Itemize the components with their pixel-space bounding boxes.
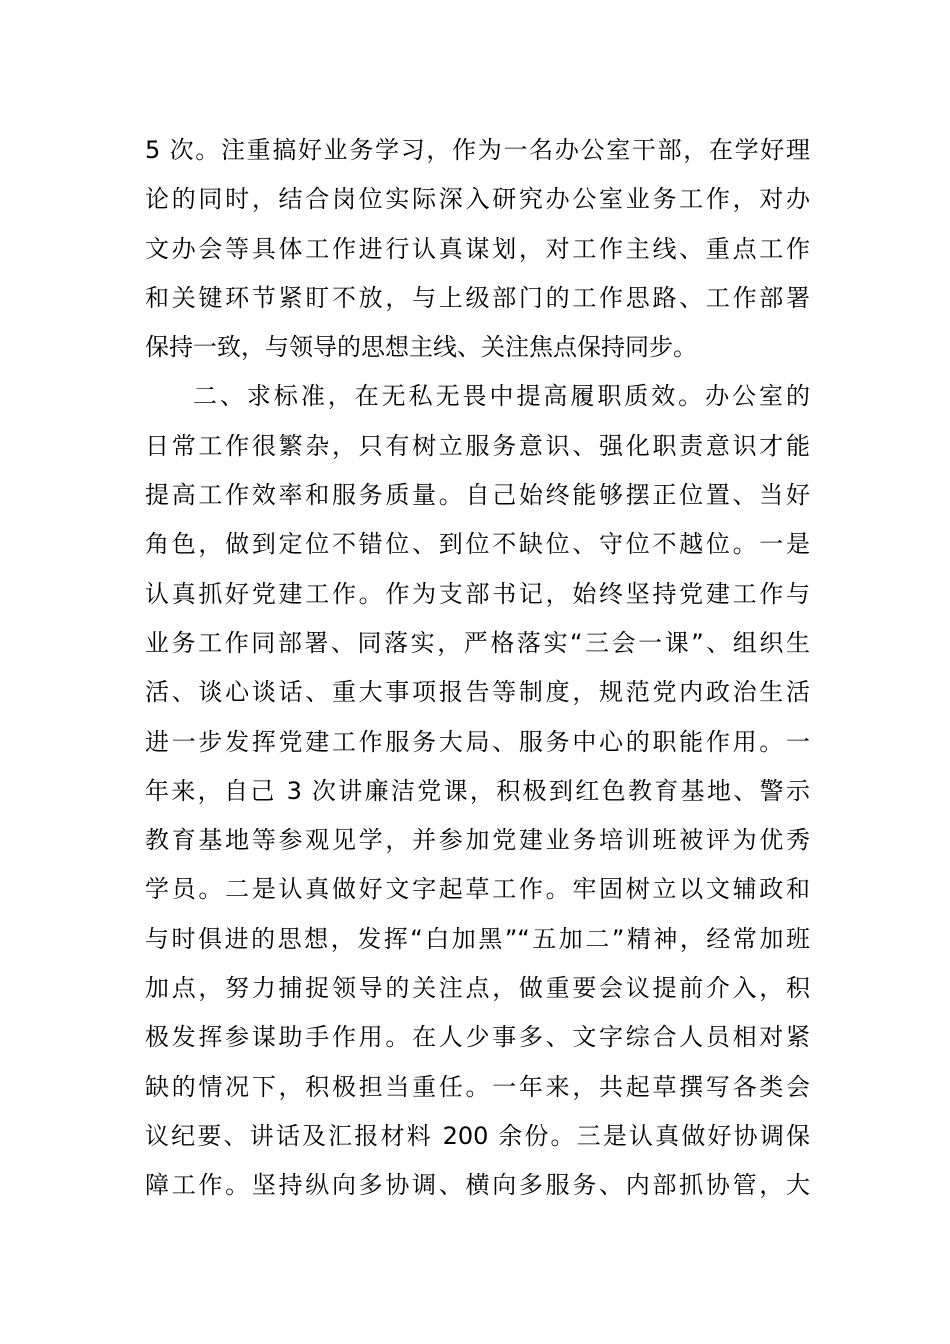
text-line: 5 次。注重搞好业务学习，作为一名办公室干部，在学好理 xyxy=(145,136,810,164)
text-line: 议纪要、讲话及汇报材料 200 余份。三是认真做好协调保 xyxy=(145,1121,810,1150)
text-line: 认真抓好党建工作。作为支部书记，始终坚持党建工作与 xyxy=(145,579,810,608)
text-line: 障工作。坚持纵向多协调、横向多服务、内部抓协管，大 xyxy=(145,1171,810,1200)
text-line: 保持一致，与领导的思想主线、关注焦点保持同步。 xyxy=(145,333,697,362)
text-line: 缺的情况下，积极担当重任。一年来，共起草撰写各类会 xyxy=(145,1072,810,1101)
body-text xyxy=(145,126,810,1211)
section-heading-line: 二、求标准，在无私无畏中提高履职质效。办公室的 xyxy=(193,382,810,411)
text-line: 年来，自己 3 次讲廉洁党课，积极到红色教育基地、警示 xyxy=(145,776,810,805)
text-line: 论的同时，结合岗位实际深入研究办公室业务工作，对办 xyxy=(145,185,810,214)
text-line: 日常工作很繁杂，只有树立服务意识、强化职责意识才能 xyxy=(145,431,810,460)
text-line: 加点，努力捕捉领导的关注点，做重要会议提前介入，积 xyxy=(145,974,810,1003)
text-line: 与时俱进的思想，发挥“白加黑”“五加二”精神，经常加班 xyxy=(145,924,810,953)
text-line: 活、谈心谈话、重大事项报告等制度，规范党内政治生活 xyxy=(145,678,810,707)
text-line: 进一步发挥党建工作服务大局、服务中心的职能作用。一 xyxy=(145,727,810,756)
text-line: 和关键环节紧盯不放，与上级部门的工作思路、工作部署 xyxy=(145,283,810,312)
text-line: 业务工作同部署、同落实，严格落实“三会一课”、组织生 xyxy=(145,628,810,657)
text-line: 极发挥参谋助手作用。在人少事多、文字综合人员相对紧 xyxy=(145,1023,810,1052)
text-line: 学员。二是认真做好文字起草工作。牢固树立以文辅政和 xyxy=(145,875,810,904)
text-line: 教育基地等参观见学，并参加党建业务培训班被评为优秀 xyxy=(145,826,810,855)
text-line: 角色，做到定位不错位、到位不缺位、守位不越位。一是 xyxy=(145,530,810,559)
text-line: 提高工作效率和服务质量。自己始终能够摆正位置、当好 xyxy=(145,481,810,510)
text-line: 文办会等具体工作进行认真谋划，对工作主线、重点工作 xyxy=(145,234,810,263)
